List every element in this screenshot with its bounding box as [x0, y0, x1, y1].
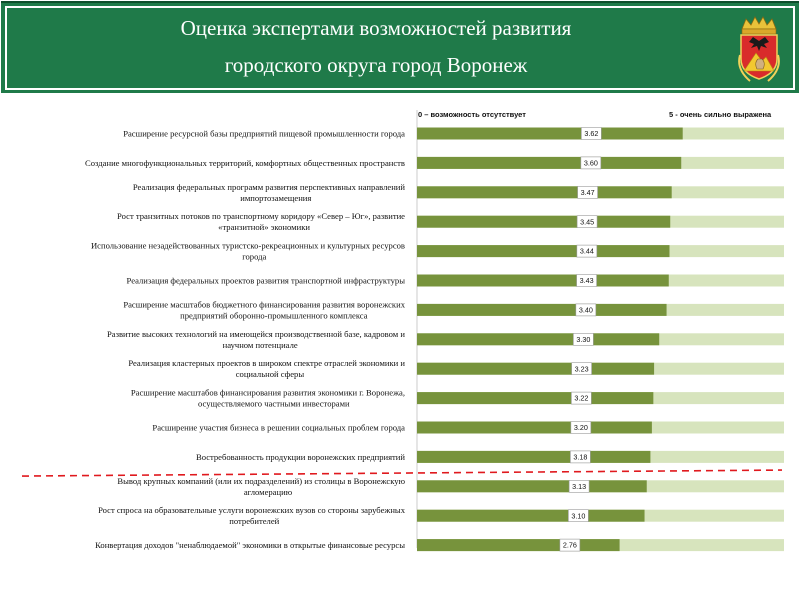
category-label	[117, 476, 405, 497]
chart-rows	[85, 128, 784, 552]
category-label	[123, 129, 405, 139]
page-title-line1: Оценка экспертами возможностей развития	[180, 16, 572, 40]
category-label	[95, 540, 405, 550]
category-label-line: Реализация кластерных проектов в широком спектре отраслей экономики и	[128, 358, 405, 369]
category-label-line: Развитие высоких технологий на имеющейся производственной базе, кадровом и	[107, 328, 405, 339]
category-label	[123, 299, 405, 320]
category-label-line: Реализация федеральных проектов развития транспортной инфраструктуры	[126, 275, 405, 286]
value-label: 3.62	[584, 129, 599, 139]
value-label: 3.18	[573, 452, 588, 462]
category-label-line: Расширение ресурсной базы предприятий пищевой промышленности города	[123, 128, 405, 139]
bar	[417, 333, 659, 345]
category-label-line: Реализация федеральных программ развития перспективных направлений	[132, 181, 405, 192]
category-label	[98, 505, 406, 526]
page-title-line2: городского округа город Воронеж	[224, 53, 528, 77]
category-label-line: города	[242, 251, 267, 262]
category-label-line: Востребованность продукции воронежских предприятий	[195, 451, 405, 462]
category-label	[107, 329, 405, 350]
category-label-line: Рост транзитных потоков по транспортному коридору «Север – Юг», развитие	[117, 211, 405, 222]
category-label-line: Создание многофункциональных территорий, комфортных общественных пространств	[85, 157, 405, 168]
category-label	[117, 211, 405, 232]
bar	[417, 216, 670, 228]
value-label: 3.44	[579, 246, 594, 256]
value-label: 3.13	[572, 481, 587, 491]
category-label	[131, 388, 405, 409]
value-label: 3.47	[580, 187, 595, 197]
category-label-line: научном потенциале	[222, 339, 298, 350]
bar	[417, 186, 672, 198]
category-label-line: предприятий оборонно-промышленного комплекса	[180, 310, 368, 321]
category-label-line: импортозамещения	[240, 192, 312, 203]
category-label	[91, 241, 405, 262]
category-label-line: социальной сферы	[235, 369, 305, 380]
scale-max-label: 5 - очень сильно выражена	[669, 110, 772, 119]
value-label: 3.43	[579, 276, 594, 286]
value-label: 3.23	[574, 364, 589, 374]
bar	[417, 510, 645, 522]
category-label-line: Конвертация доходов "ненаблюдаемой" экономики в открытые финансовые ресурсы	[95, 540, 405, 551]
bar	[417, 245, 669, 257]
category-label	[196, 452, 405, 462]
bar	[417, 128, 683, 140]
scale-min-label: 0 – возможность отсутствует	[418, 110, 526, 119]
bar	[417, 451, 650, 463]
value-label: 3.10	[571, 511, 586, 521]
value-label: 3.40	[578, 305, 593, 315]
category-label	[85, 158, 405, 168]
bar	[417, 392, 653, 404]
category-label-line: Расширение масштабов бюджетного финансирования развития воронежских	[123, 299, 405, 310]
category-label	[128, 358, 405, 379]
category-label-line: Рост спроса на образовательные услуги воронежских вузов со стороны зарубежных	[98, 505, 405, 516]
category-label-line: Расширение участия бизнеса в решении социальных проблем города	[152, 422, 405, 433]
category-label	[152, 423, 405, 433]
value-label: 2.76	[562, 540, 577, 550]
category-label-line: агломерацию	[243, 486, 293, 497]
value-label: 3.60	[583, 158, 598, 168]
bar	[417, 304, 667, 316]
bar	[417, 363, 654, 375]
category-label	[133, 182, 405, 203]
category-label-line: осуществляемого частными инвесторами	[198, 398, 350, 409]
category-label-line: Расширение масштабов финансирования развития экономики г. Воронежа,	[130, 387, 405, 398]
value-label: 3.30	[576, 334, 591, 344]
category-label-line: потребителей	[229, 516, 280, 527]
value-label: 3.20	[573, 423, 588, 433]
bar	[417, 157, 681, 169]
bar	[417, 422, 652, 434]
bar	[417, 275, 669, 287]
bar	[417, 480, 647, 492]
category-label-line: Использование незадействованных туристско-рекреационных и культурных ресурсов	[90, 240, 405, 251]
category-label	[127, 276, 406, 286]
category-label-line: Вывод крупных компаний (или их подразделений) из столицы в Воронежскую	[117, 475, 405, 486]
category-label-line: «транзитной» экономики	[218, 222, 310, 233]
bar	[417, 539, 620, 551]
value-label: 3.22	[574, 393, 589, 403]
value-label: 3.45	[580, 217, 595, 227]
